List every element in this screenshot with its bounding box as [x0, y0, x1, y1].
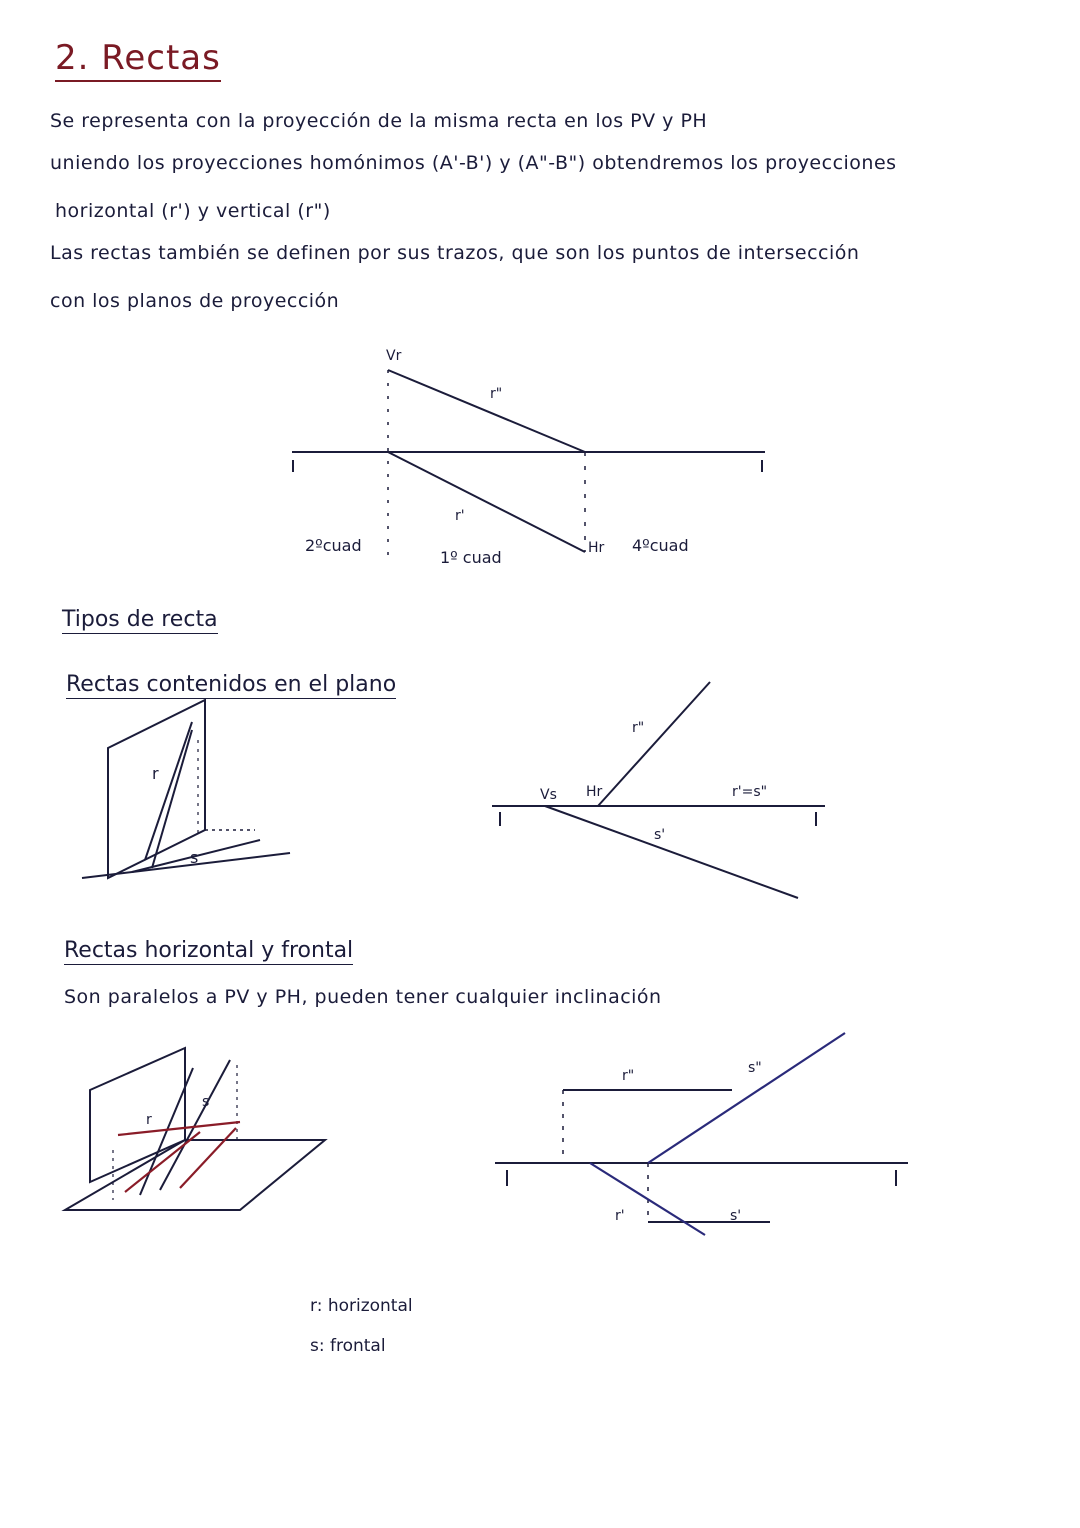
label-vr: Vr	[386, 348, 402, 364]
label-s-horizontal: s'	[654, 827, 666, 843]
line-s-vertical-3	[648, 1033, 845, 1163]
label-1-cuadrante: 1º cuad	[440, 548, 502, 567]
label-4-cuadrante: 4ºcuad	[632, 536, 689, 555]
label-hr-2: Hr	[586, 784, 603, 800]
label-r-horizontal: r'	[455, 508, 465, 524]
intro-line-2: uniendo los proyecciones homónimos (A'-B') y (A"-B") obtendremos los proyecciones	[50, 152, 897, 174]
vertical-plane-3	[90, 1048, 185, 1182]
heading-tipos-de-recta: Tipos de recta	[62, 607, 218, 632]
label-r-horizontal-3: r'	[615, 1208, 625, 1224]
intro-line-3: horizontal (r') y vertical (r")	[55, 200, 331, 222]
page-title: 2. Rectas	[55, 38, 221, 82]
label-2-cuadrante: 2ºcuad	[305, 536, 362, 555]
red-line-r	[118, 1122, 240, 1135]
heading-horizontal-frontal: Rectas horizontal y frontal	[64, 938, 354, 963]
label-s-persp: s	[190, 848, 199, 867]
intro-line-5: con los planos de proyección	[50, 290, 340, 312]
intro-line-4: Las rectas también se definen por sus trazos, que son los puntos de intersección	[50, 242, 860, 264]
label-s-vertical-3: s"	[748, 1060, 762, 1076]
heading-rectas-contenidas: Rectas contenidos en el plano	[66, 672, 397, 697]
label-r1-eq-s2: r'=s"	[732, 784, 768, 800]
legend-s: s: frontal	[310, 1336, 386, 1356]
legend-r: r: horizontal	[310, 1296, 413, 1316]
label-s-horizontal-3: s'	[730, 1208, 742, 1224]
line-r-horizontal-3	[590, 1163, 705, 1235]
label-vs: Vs	[540, 787, 557, 803]
label-r-persp-3: r	[146, 1112, 152, 1128]
label-r-vertical-3: r"	[622, 1068, 635, 1084]
intro-line-1: Se representa con la proyección de la misma recta en los PV y PH	[50, 110, 708, 132]
label-r-vertical: r"	[490, 386, 503, 402]
label-r-vertical-2: r"	[632, 720, 645, 736]
label-r-persp: r	[152, 764, 159, 783]
label-hr: Hr	[588, 540, 605, 556]
label-s-persp-3: s	[202, 1094, 210, 1110]
hf-description: Son paralelos a PV y PH, pueden tener cualquier inclinación	[64, 986, 662, 1008]
